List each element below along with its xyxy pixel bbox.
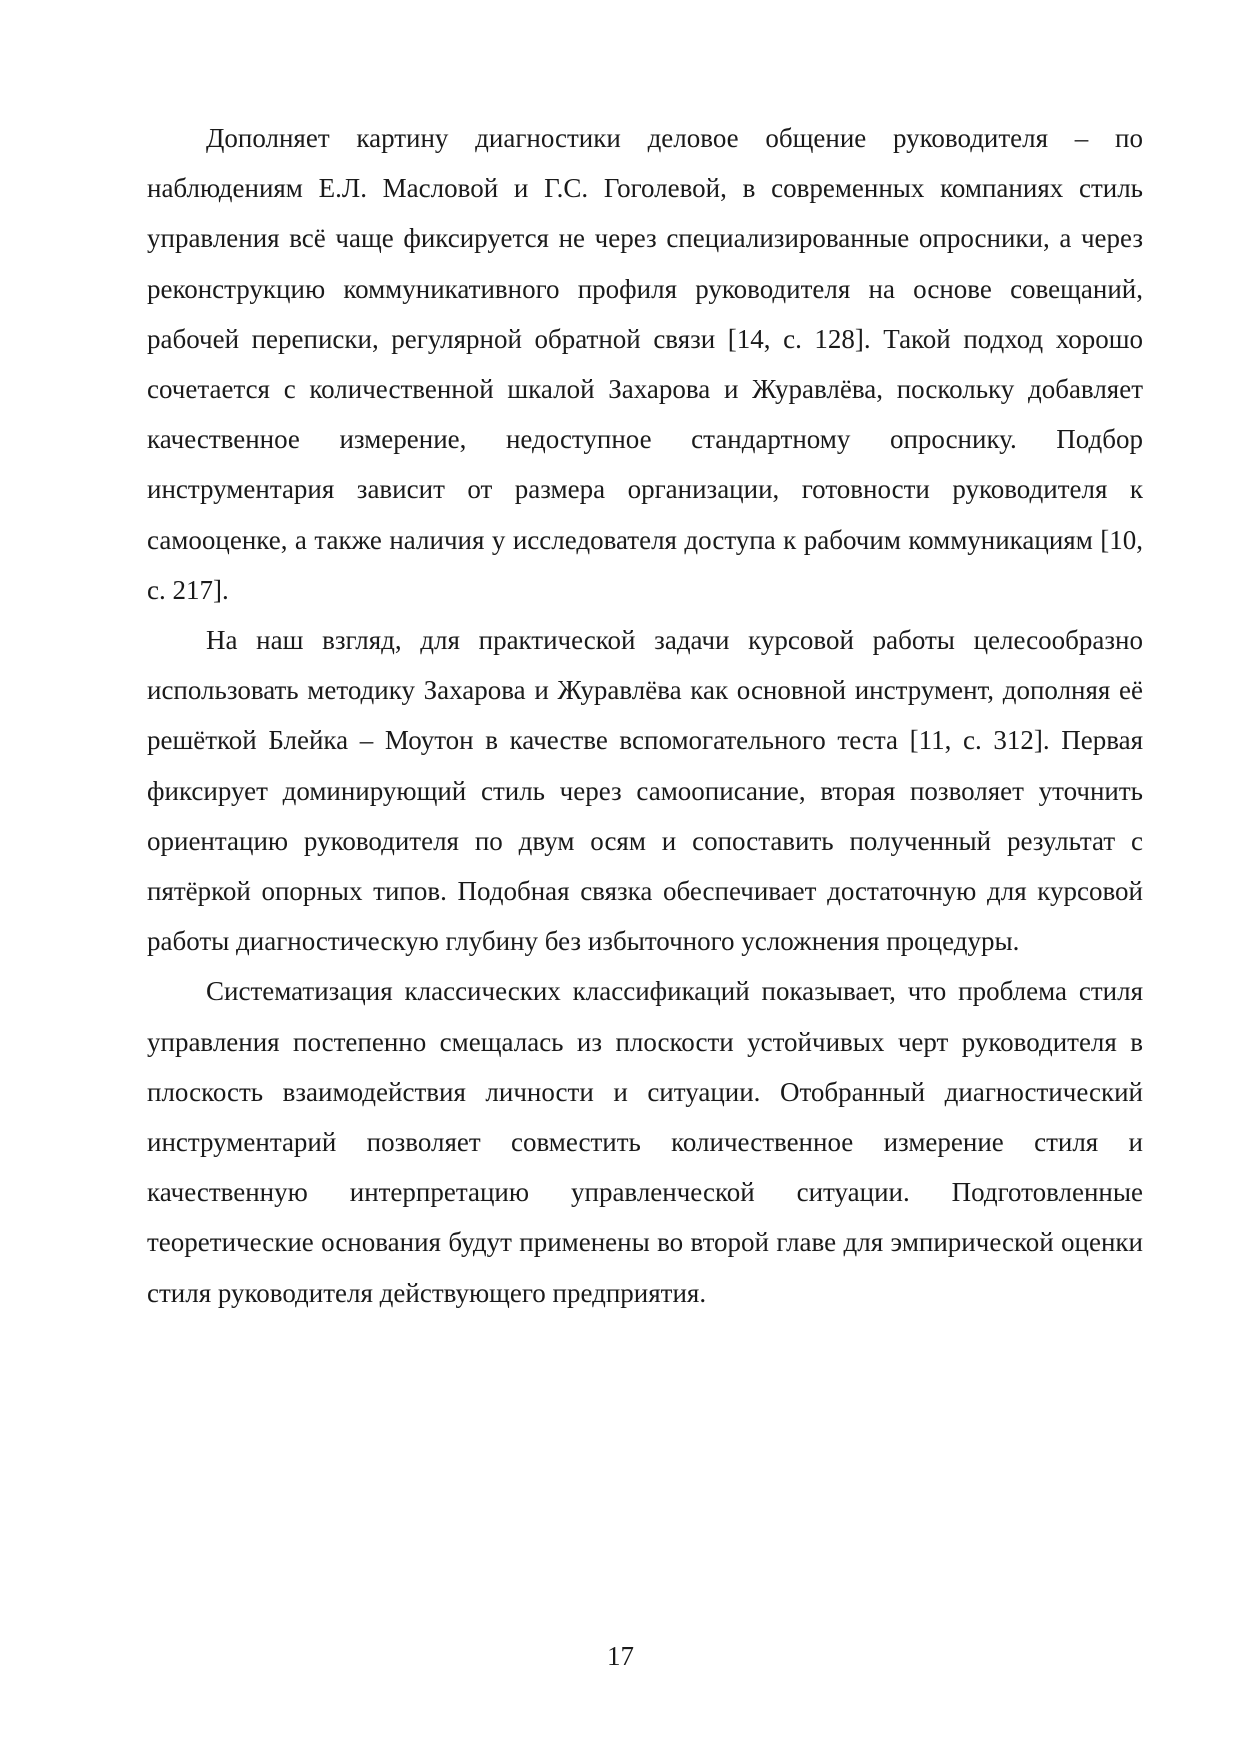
paragraph: Дополняет картину диагностики деловое общение руководителя – по наблюдениям Е.Л. Масловой и Г.С. Гоголевой, в современных компаниях стиль управления всё чаще фиксируется не через специализированные опросники, а через реконструкцию коммуникативного профиля руководителя на основе совещаний, рабочей переписки, регулярной обратной связи [14, с. 128]. Такой подход хорошо сочетается с количественной шкалой Захарова и Журавлёва, поскольку добавляет качественное измерение, недоступное стандартному опроснику. Подбор инструментария зависит от размера организации, готовности руководителя к самооценке, а также наличия у исследователя доступа к рабочим коммуникациям [10, с. 217]. (147, 123, 1143, 605)
paragraph: Систематизация классических классификаций показывает, что проблема стиля управления постепенно смещалась из плоскости устойчивых черт руководителя в плоскость взаимодействия личности и ситуации. Отобранный диагностический инструментарий позволяет совместить количественное измерение стиля и качественную интерпретацию управленческой ситуации. Подготовленные теоретические основания будут применены во второй главе для эмпирической оценки стиля руководителя действующего предприятия. (147, 976, 1143, 1308)
paragraph: На наш взгляд, для практической задачи курсовой работы целесообразно использовать методику Захарова и Журавлёва как основной инструмент, дополняя её решёткой Блейка – Моутон в качестве вспомогательного теста [11, с. 312]. Первая фиксирует доминирующий стиль через самоописание, вторая позволяет уточнить ориентацию руководителя по двум осям и сопоставить полученный результат с пятёркой опорных типов. Подобная связка обеспечивает достаточную для курсовой работы диагностическую глубину без избыточного усложнения процедуры. (147, 625, 1143, 957)
body-text (147, 113, 1143, 1318)
page-number: 17 (607, 1641, 634, 1671)
